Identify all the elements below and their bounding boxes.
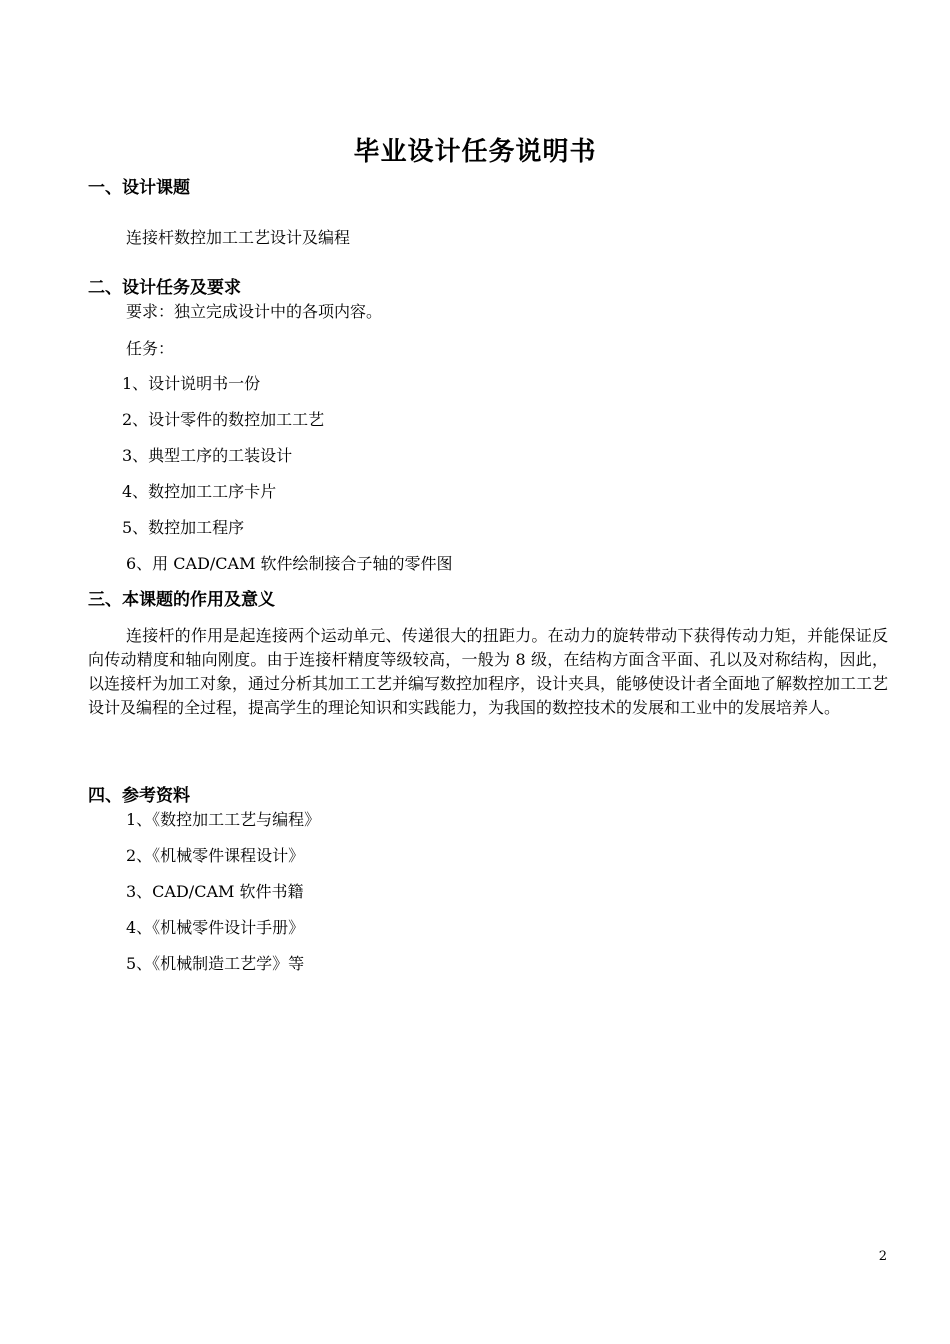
significance-paragraph: 连接杆的作用是起连接两个运动单元、传递很大的扭距力。在动力的旋转带动下获得传动力矩，并能保证反向传动精度和轴向刚度。由于连接杆精度等级较高，一般为 8 级，在结构方面含平面、孔以及对称结构，因此，以连接杆为加工对象，通过分析其加工工艺并编写数控加程序，设计夹具，能够使设计者全面地了解数控加工工艺设计及编程的全过程，提高学生的理论知识和实践能力，为我国的数控技术的发展和工业中的发展培养人。 (88, 626, 889, 717)
task-item: 4、数控加工工序卡片 (122, 482, 277, 501)
section-heading-references: 四、参考资料 (88, 786, 190, 806)
page-number: 2 (878, 1249, 887, 1264)
task-item: 5、数控加工程序 (122, 518, 245, 537)
reference-item: 4、《机械零件设计手册》 (126, 918, 305, 937)
section-heading-tasks: 二、设计任务及要求 (88, 278, 241, 298)
reference-item: 2、《机械零件课程设计》 (126, 846, 305, 865)
task-item: 3、典型工序的工装设计 (122, 446, 293, 465)
section-heading-topic: 一、设计课题 (88, 178, 190, 198)
task-item: 1、设计说明书一份 (122, 374, 261, 393)
reference-item: 1、《数控加工工艺与编程》 (126, 810, 321, 829)
requirement-text: 要求：独立完成设计中的各项内容。 (126, 302, 383, 321)
document-title: 毕业设计任务说明书 (353, 137, 597, 167)
design-topic: 连接杆数控加工工艺设计及编程 (126, 228, 351, 247)
section-heading-significance: 三、本课题的作用及意义 (88, 590, 275, 610)
reference-item: 3、CAD/CAM 软件书籍 (126, 882, 304, 901)
tasks-label: 任务： (126, 339, 175, 358)
task-item: 6、用 CAD/CAM 软件绘制接合子轴的零件图 (126, 554, 453, 573)
reference-item: 5、《机械制造工艺学》等 (126, 954, 305, 973)
task-item: 2、设计零件的数控加工工艺 (122, 410, 325, 429)
